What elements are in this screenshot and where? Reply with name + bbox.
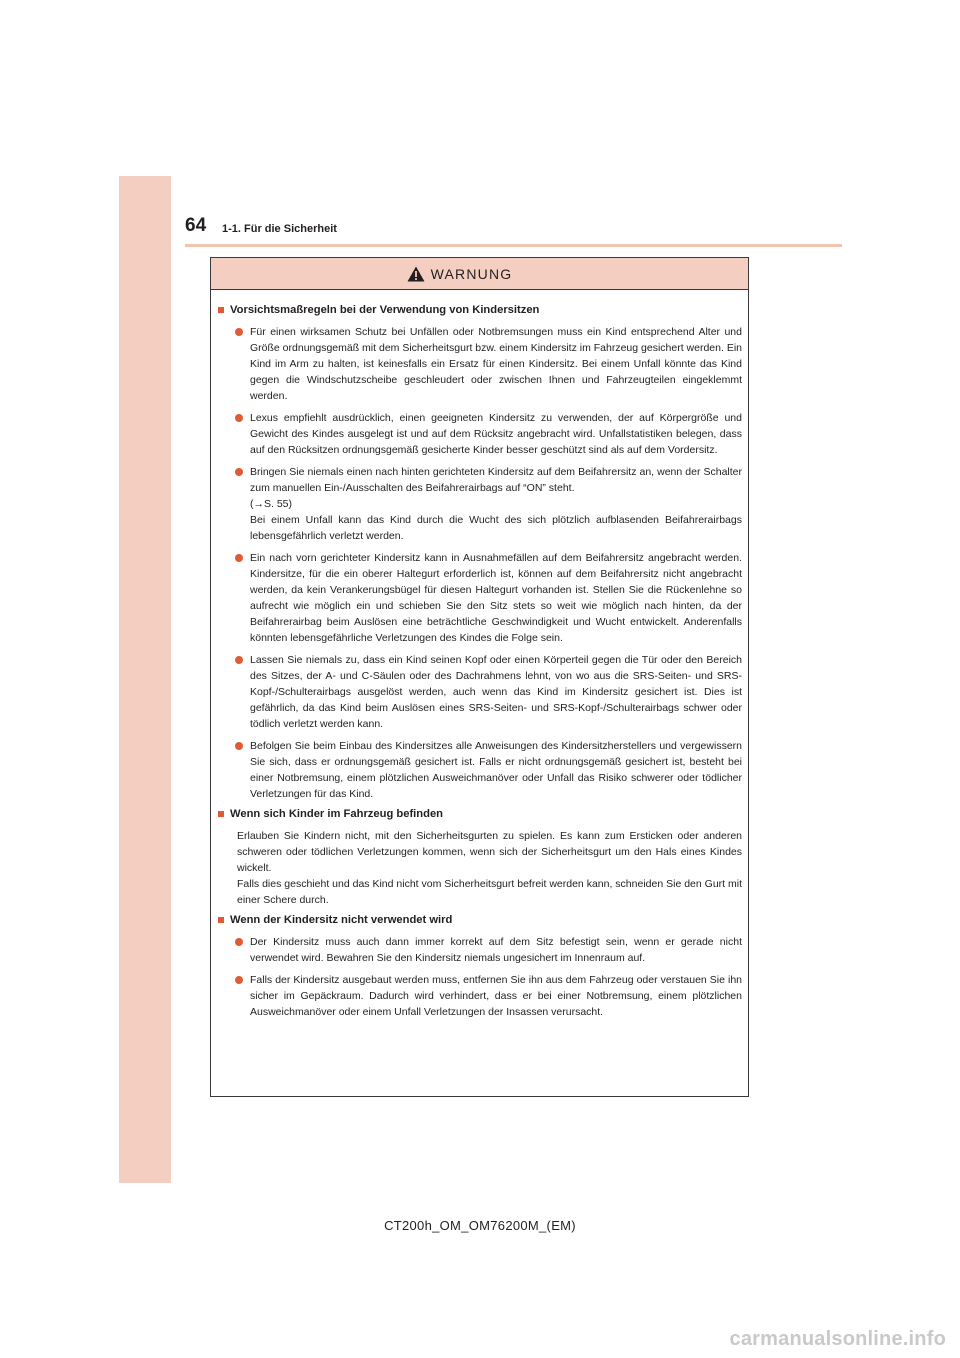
list-item-text: Lexus empfiehlt ausdrücklich, einen geeigneten Kindersitz zu verwenden, der auf Körpergröße und Gewicht des Kindes ausgelegt ist und auf dem Rücksitz angebracht wird. Unfallstatistiken belegen, dass auf den Rücksitzen ordnungsgemäß gesicherte Kinder besser geschützt sind als auf dem Vordersitz. bbox=[250, 412, 742, 456]
page-reference-link[interactable]: (→S. 55) bbox=[250, 498, 293, 510]
list-item bbox=[235, 652, 742, 732]
round-bullet-icon bbox=[235, 414, 243, 422]
list-item bbox=[235, 972, 742, 1020]
subsection-title-text: Vorsichtsmaßregeln bei der Verwendung von Kindersitzen bbox=[230, 304, 540, 316]
round-bullet-icon bbox=[235, 976, 243, 984]
list-item-text: Der Kindersitz muss auch dann immer korrekt auf dem Sitz befestigt sein, wenn er gerade nicht verwendet wird. Bewahren Sie den Kindersitz niemals ungesichert im Innenraum auf. bbox=[250, 936, 742, 964]
round-bullet-icon bbox=[235, 938, 243, 946]
airbag-warning-consequence: Bei einem Unfall kann das Kind durch die Wucht des sich plötzlich aufblasenden Beifahrerairbags lebensgefährlich verletzt werden. bbox=[250, 514, 742, 542]
paragraph bbox=[237, 828, 742, 908]
paragraph-text: Falls dies geschieht und das Kind nicht vom Sicherheitsgurt befreit werden kann, schneiden Sie den Gurt mit einer Schere durch. bbox=[237, 878, 742, 906]
round-bullet-icon bbox=[235, 554, 243, 562]
square-bullet-icon bbox=[218, 917, 224, 923]
page-number: 64 bbox=[185, 215, 207, 236]
subsection-title bbox=[218, 806, 742, 822]
warning-box bbox=[210, 257, 749, 1097]
paragraph-text: Erlauben Sie Kindern nicht, mit den Sicherheitsgurten zu spielen. Es kann zum Ersticken oder anderen schweren oder tödlichen Verletzungen kommen, wenn sich der Sicherheitsgurt um den Hals eines Kindes wickelt. bbox=[237, 830, 742, 874]
list-item-text: Ein nach vorn gerichteter Kindersitz kann in Ausnahmefällen auf dem Beifahrersitz angebracht werden. Kindersitze, für die ein oberer Haltegurt erforderlich ist, können auf dem Beifahrersitz nicht angebracht werden, da kein Verankerungsbügel für diesen Haltegurt vorhanden ist. Stellen Sie die Rückenlehne so aufrecht wie möglich ein und schieben Sie den Sitz stets so weit wie möglich nach hinten, da der Beifahrerairbag beim Auslösen eine beträchtliche Geschwindigkeit und Wucht entwickelt. Anderenfalls könnten lebensgefährliche Verletzungen des Kindes die Folge sein. bbox=[250, 552, 742, 644]
list-item-text: Falls der Kindersitz ausgebaut werden muss, entfernen Sie ihn aus dem Fahrzeug oder verstauen Sie ihn sicher im Gepäckraum. Dadurch wird verhindert, dass er bei einer Notbremsung, einem plötzlichen Ausweichmanöver oder einem Unfall Verletzungen der Insassen verursacht. bbox=[250, 974, 742, 1018]
airbag-warning-text: Bringen Sie niemals einen nach hinten gerichteten Kindersitz auf dem Beifahrersitz an, wenn der Schalter zum manuellen Ein-/Ausschalten des Beifahrerairbags auf “ON” steht. bbox=[250, 466, 742, 494]
list-item bbox=[235, 324, 742, 404]
subsection-title-text: Wenn der Kindersitz nicht verwendet wird bbox=[230, 914, 453, 926]
list-item bbox=[235, 550, 742, 646]
square-bullet-icon bbox=[218, 811, 224, 817]
warning-title: WARNUNG bbox=[430, 265, 513, 282]
list-item bbox=[235, 934, 742, 966]
subsection-title bbox=[218, 302, 742, 318]
warning-header bbox=[211, 258, 748, 290]
subsection-title-text: Wenn sich Kinder im Fahrzeug befinden bbox=[230, 808, 443, 820]
warning-triangle-icon bbox=[407, 266, 425, 282]
warning-body bbox=[211, 290, 748, 1020]
section-title: 1-1. Für die Sicherheit bbox=[222, 223, 337, 235]
list-item bbox=[235, 464, 742, 544]
round-bullet-icon bbox=[235, 742, 243, 750]
subsection-title bbox=[218, 912, 742, 928]
document-id: CT200h_OM_OM76200M_(EM) bbox=[384, 1218, 576, 1233]
list-item-text: Lassen Sie niemals zu, dass ein Kind seinen Kopf oder einen Körperteil gegen die Tür oder den Bereich des Sitzes, der A- und C-Säulen oder des Dachrahmens lehnt, von wo aus die SRS-Seiten- und SRS-Kopf-/Schulterairbags ausgelöst werden, auch wenn das Kind im Kindersitz gesichert ist. Dies ist gefährlich, da das Kind beim Auslösen eines SRS-Seiten- und SRS-Kopf-/Schulterairbags schwer oder tödlich verletzt werden kann. bbox=[250, 654, 742, 730]
round-bullet-icon bbox=[235, 656, 243, 664]
watermark: carmanualsonline.info bbox=[729, 1328, 946, 1350]
square-bullet-icon bbox=[218, 307, 224, 313]
round-bullet-icon bbox=[235, 468, 243, 476]
header-divider bbox=[185, 244, 842, 247]
list-item bbox=[235, 738, 742, 802]
list-item-text: Für einen wirksamen Schutz bei Unfällen oder Notbremsungen muss ein Kind entsprechend Alter und Größe ordnungsgemäß mit dem Sicherheitsgurt bzw. einem Kindersitz im Fahrzeug gesichert werden. Ein Kind im Arm zu halten, ist keinesfalls ein Ersatz für einen Kindersitz. Bei einem Unfall könnte das Kind gegen die Windschutzscheibe geschleudert oder zwischen Ihnen und Fahrzeugteilen eingeklemmt werden. bbox=[250, 326, 742, 402]
list-item-text: Befolgen Sie beim Einbau des Kindersitzes alle Anweisungen des Kindersitzherstellers und vergewissern Sie sich, dass er ordnungsgemäß gesichert ist. Falls er nicht ordnungsgemäß gesichert ist, besteht bei einer Notbremsung, einem plötzlichen Ausweichmanöver oder Unfall das Risiko schwerer oder tödlicher Verletzungen für das Kind. bbox=[250, 740, 742, 800]
round-bullet-icon bbox=[235, 328, 243, 336]
list-item bbox=[235, 410, 742, 458]
chapter-sidebar-tab bbox=[119, 176, 171, 1183]
list-item-text bbox=[250, 464, 742, 544]
